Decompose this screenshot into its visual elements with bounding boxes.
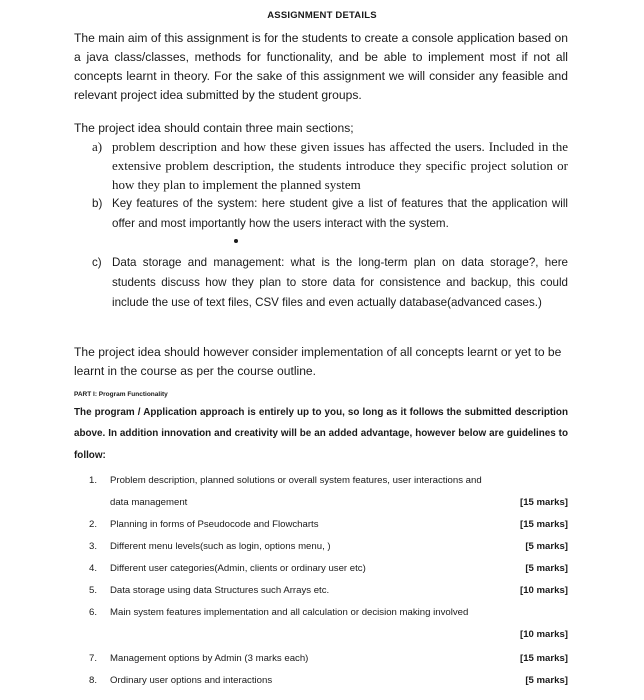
section-letter: c) [92,256,102,269]
outline-note: The project idea should however consider implementation of all concepts learnt or yet to be learnt in the course as per the course outline. [74,345,562,378]
guideline-number: 7. [89,653,98,664]
guideline-text: data management [110,497,188,508]
section-item [92,253,568,313]
section-letter: a) [92,139,103,154]
section-text: Data storage and management: what is the long-term plan on data storage?, here students discuss how they plan to store data for consistence and backup, this could include the use of text files, CSV files and even actually database(advanced cases.) [112,256,568,309]
guideline-marks: [15 marks] [520,653,568,664]
section-item [92,137,568,195]
guideline-text: Problem description, planned solutions or overall system features, user interactions and [110,475,482,486]
guideline-number: 6. [89,607,98,618]
approach-paragraph: The program / Application approach is entirely up to you, so long as it follows the submitted description above. In addition innovation and creativity will be an added advantage, however below are guidelines to follow: [74,407,568,461]
guideline-text: Management options by Admin (3 marks each) [110,653,309,664]
document-title: ASSIGNMENT DETAILS [267,10,377,21]
guideline-marks: [10 marks] [520,585,568,596]
guideline-marks: [15 marks] [520,497,568,508]
guideline-number: 4. [89,563,98,574]
guideline-number: 1. [89,475,98,486]
section-text: Key features of the system: here student give a list of features that the application will offer and most importantly how the users interact with the system. [112,197,568,230]
guideline-marks: [5 marks] [525,541,568,552]
guideline-number: 3. [89,541,98,552]
guideline-text: Different user categories(Admin, clients or ordinary user etc) [110,563,366,574]
guideline-marks: [5 marks] [525,563,568,574]
guideline-number: 8. [89,675,98,686]
guideline-text: Data storage using data Structures such Arrays etc. [110,585,330,596]
part-heading: PART I: Program Functionality [74,391,168,398]
section-item [92,194,568,234]
section-text: problem description and how these given issues has affected the users. Included in the extensive problem description, the students introduce they specific project solution or how they plan to implement the planned system [112,139,568,193]
guideline-text: Planning in forms of Pseudocode and Flowcharts [110,519,319,530]
guideline-text: Ordinary user options and interactions [110,675,273,686]
stray-dot-mark [234,239,238,243]
guideline-marks: [15 marks] [520,519,568,530]
guideline-text: Different menu levels(such as login, options menu, ) [110,541,331,552]
section-letter: b) [92,197,103,210]
intro-paragraph: The main aim of this assignment is for the students to create a console application based on a java class/classes, methods for functionality, and be able to implement most if not all concepts learnt in theory. For the sake of this assignment we will consider any feasible and relevant project idea submitted by the student groups. [74,31,568,102]
guideline-marks: [5 marks] [525,675,568,686]
guideline-text: Main system features implementation and all calculation or decision making involved [110,607,469,618]
guideline-marks: [10 marks] [520,629,568,640]
guideline-number: 5. [89,585,98,596]
guideline-number: 2. [89,519,98,530]
sections-lead: The project idea should contain three main sections; [74,121,354,135]
